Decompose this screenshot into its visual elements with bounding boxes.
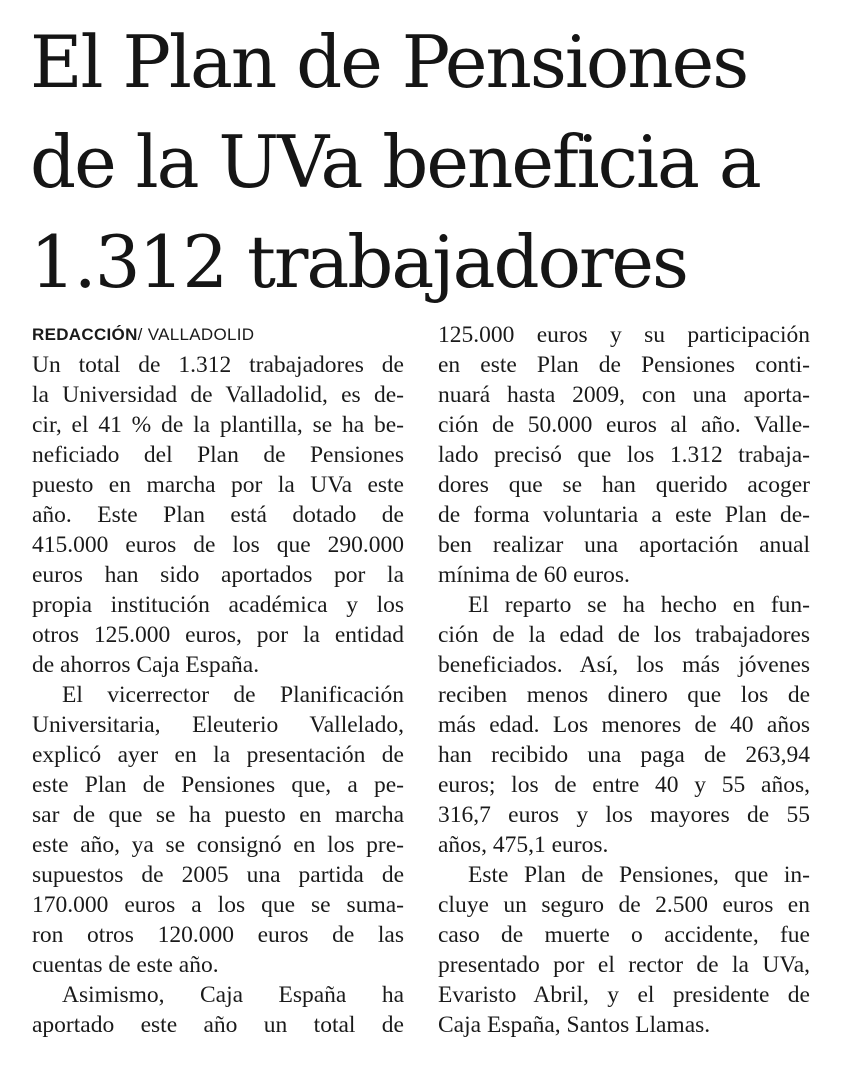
text-line: supuestos de 2005 una partida de (32, 862, 404, 888)
headline-line: de la UVa beneficia a (30, 120, 760, 204)
text-line: ción de la edad de los trabajadores (438, 622, 810, 648)
text-line: este Plan de Pensiones que, a pe- (32, 772, 404, 798)
text-line: 415.000 euros de los que 290.000 (32, 532, 404, 558)
paragraph (438, 590, 810, 860)
text-line: mínima de 60 euros. (438, 562, 630, 588)
text-line: 316,7 euros y los mayores de 55 (438, 802, 810, 828)
byline-separator: / (137, 325, 143, 344)
text-line: han recibido una paga de 263,94 (438, 742, 810, 768)
text-line: de forma voluntaria a este Plan de- (438, 502, 810, 528)
text-line: Asimismo, Caja España ha (62, 982, 404, 1008)
text-line: presentado por el rector de la UVa, (438, 952, 810, 978)
text-line: reciben menos dinero que los de (438, 682, 810, 708)
text-line: explicó ayer en la presentación de (32, 742, 404, 768)
byline-org: REDACCIÓN (32, 325, 138, 344)
paragraph (32, 680, 404, 980)
text-line: Universitaria, Eleuterio Vallelado, (32, 712, 404, 738)
headline-line: 1.312 trabajadores (30, 220, 687, 304)
left-column (32, 320, 404, 1040)
text-line: lado precisó que los 1.312 trabaja- (438, 442, 810, 468)
text-line: este año, ya se consignó en los pre- (32, 832, 404, 858)
text-line: euros han sido aportados por la (32, 562, 404, 588)
text-line: Un total de 1.312 trabajadores de (32, 352, 404, 378)
text-line: propia institución académica y los (32, 592, 404, 618)
text-line: dores que se han querido acoger (438, 472, 810, 498)
text-line: de ahorros Caja España. (32, 652, 260, 678)
text-line: más edad. Los menores de 40 años (438, 712, 810, 738)
headline-line: El Plan de Pensiones (30, 20, 748, 104)
text-line: nuará hasta 2009, con una aporta- (438, 382, 810, 408)
text-line: Caja España, Santos Llamas. (438, 1012, 711, 1038)
text-line: en este Plan de Pensiones conti- (438, 352, 810, 378)
text-line: beneficiados. Así, los más jóvenes (438, 652, 810, 678)
text-line: ben realizar una aportación anual (438, 532, 810, 558)
text-line: neficiado del Plan de Pensiones (32, 442, 404, 468)
text-line: otros 125.000 euros, por la entidad (32, 622, 404, 648)
paragraph (438, 320, 810, 590)
headline (30, 12, 830, 312)
text-line: Este Plan de Pensiones, que in- (468, 862, 810, 888)
right-column (438, 320, 810, 1040)
text-line: año. Este Plan está dotado de (32, 502, 404, 528)
text-line: 170.000 euros a los que se suma- (32, 892, 404, 918)
paragraph (438, 860, 810, 1040)
byline-place: VALLADOLID (147, 325, 255, 344)
text-line: caso de muerte o accidente, fue (438, 922, 810, 948)
text-line: Evaristo Abril, y el presidente de (438, 982, 810, 1008)
text-line: cluye un seguro de 2.500 euros en (438, 892, 810, 918)
text-line: ron otros 120.000 euros de las (32, 922, 404, 948)
text-line: cir, el 41 % de la plantilla, se ha be- (32, 412, 404, 438)
text-line: 125.000 euros y su participación (438, 322, 810, 348)
text-line: ción de 50.000 euros al año. Valle- (438, 412, 810, 438)
text-line: puesto en marcha por la UVa este (32, 472, 404, 498)
text-line: euros; los de entre 40 y 55 años, (438, 772, 810, 798)
text-line: El reparto se ha hecho en fun- (468, 592, 810, 618)
text-line: cuentas de este año. (32, 952, 219, 978)
text-line: El vicerrector de Planificación (62, 682, 404, 708)
text-line: años, 475,1 euros. (438, 832, 609, 858)
byline (32, 320, 404, 350)
paragraph (32, 980, 404, 1040)
text-line: aportado este año un total de (32, 1012, 404, 1038)
text-line: sar de que se ha puesto en marcha (32, 802, 404, 828)
text-line: la Universidad de Valladolid, es de- (32, 382, 404, 408)
paragraph (32, 350, 404, 680)
